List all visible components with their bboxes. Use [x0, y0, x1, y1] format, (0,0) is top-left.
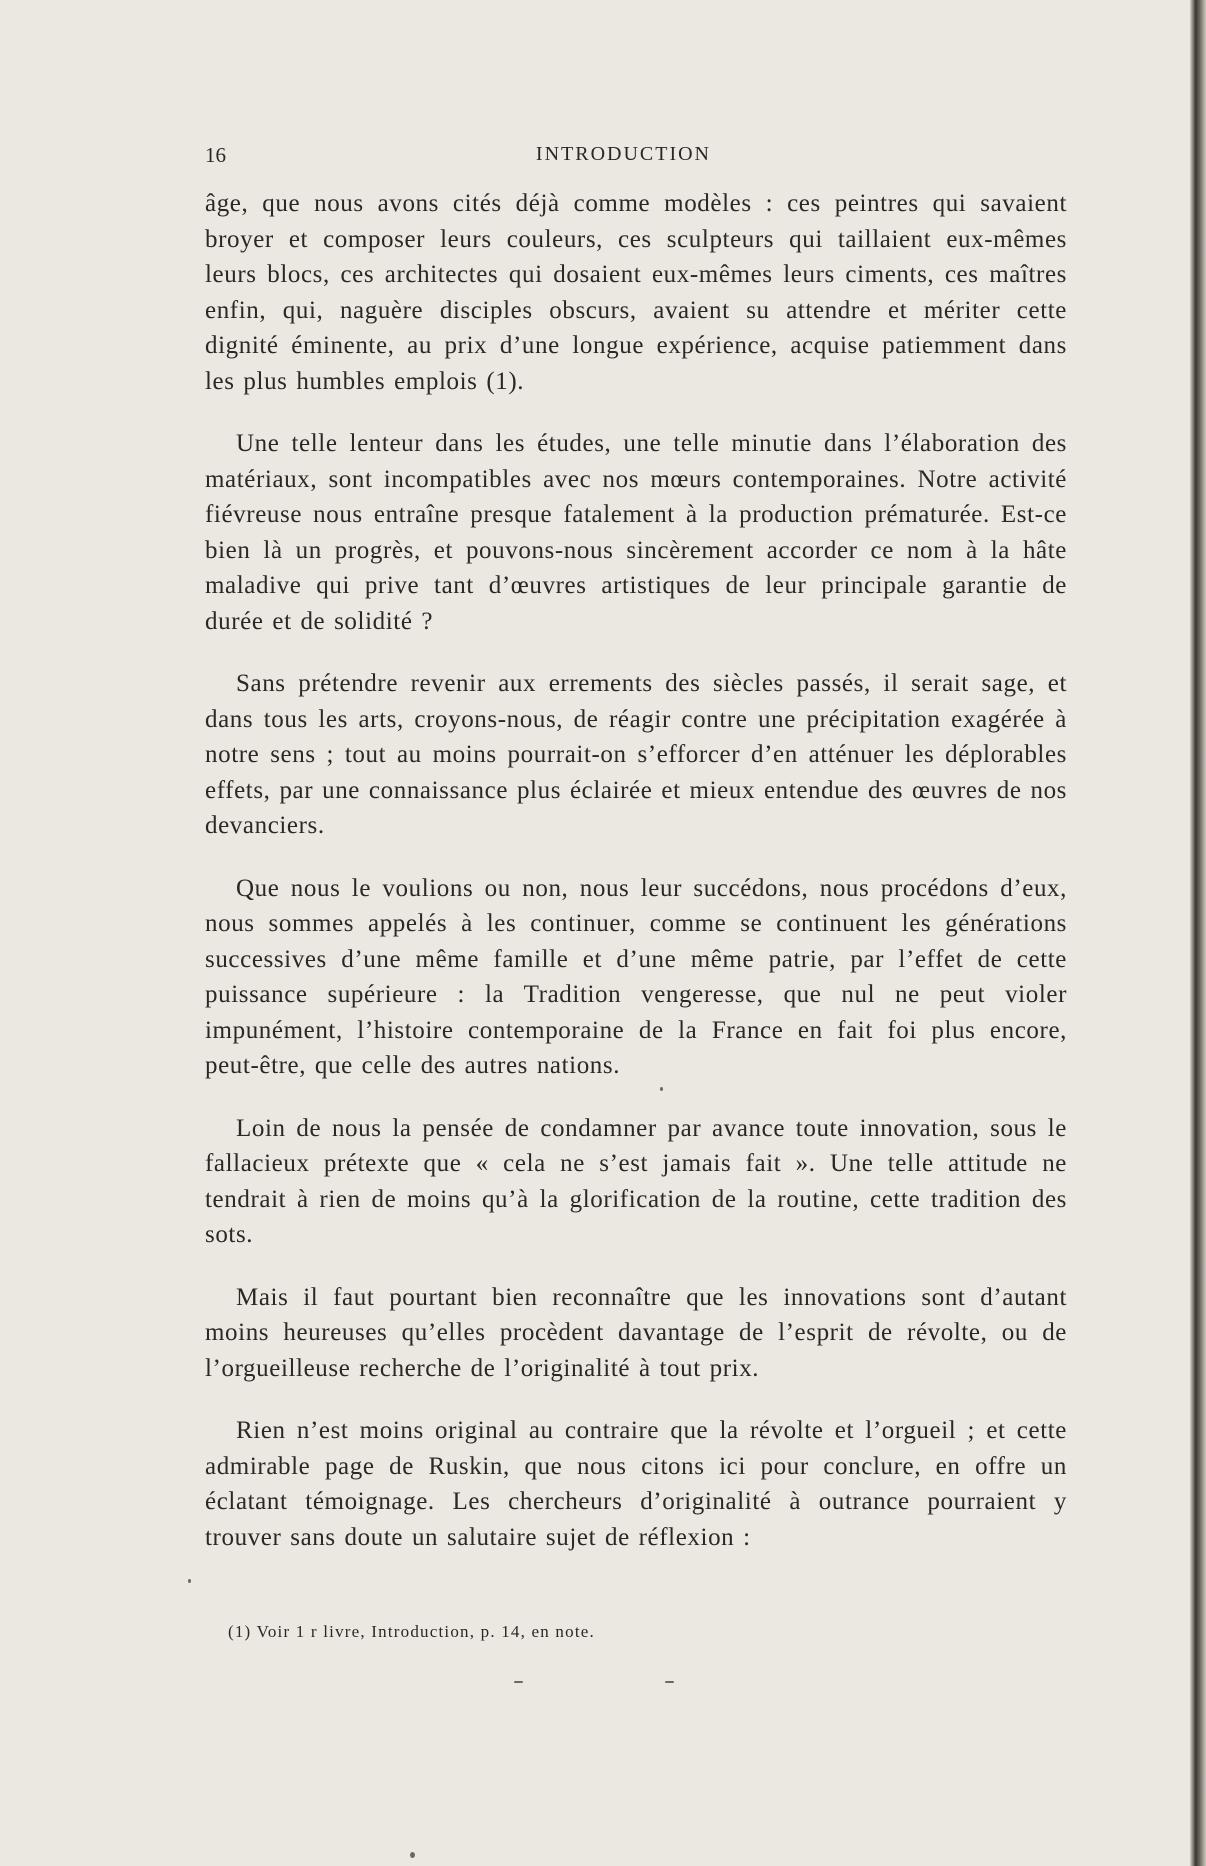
paper-speck	[188, 1579, 191, 1583]
paper-speck	[514, 1681, 523, 1683]
paper-speck	[660, 1087, 663, 1091]
paragraph-5: Loin de nous la pensée de condamner par avance toute innovation, sous le fallacieux prétexte que « cela ne s’est jamais fait ». Une telle attitude ne tendrait à rien de moins qu’à la glorification de la routine, cette tradition des sots.	[205, 1114, 1067, 1248]
page-number: 16	[205, 143, 226, 167]
page-header	[205, 143, 711, 173]
paragraph-2: Une telle lenteur dans les études, une telle minutie dans l’élaboration des matériaux, sont incompatibles avec nos mœurs contemporaines. Notre activité fiévreuse nous entraîne presque fatalement à la production prématurée. Est-ce bien là un progrès, et pouvons-nous sincèrement accorder ce nom à la hâte maladive qui prive tant d’œuvres artistiques de leur principale garantie de durée et de solidité ?	[205, 430, 1067, 635]
paragraph-3: Sans prétendre revenir aux errements des siècles passés, il serait sage, et dans tous les arts, croyons-nous, de réagir contre une précipitation exagérée à notre sens ; tout au moins pourrait-on s’efforcer d’en atténuer les déplorables effets, par une connaissance plus éclairée et mieux entendue des œuvres de nos devanciers.	[205, 670, 1067, 839]
binding-edge	[1190, 0, 1206, 1866]
running-head: INTRODUCTION	[535, 143, 711, 165]
paper-speck	[410, 1852, 415, 1858]
paper-speck	[665, 1681, 674, 1683]
body-text	[205, 186, 1067, 1555]
footnote: (1) Voir 1 r livre, Introduction, p. 14, en note.	[228, 1622, 595, 1641]
paragraph-4: Que nous le voulions ou non, nous leur succédons, nous procédons d’eux, nous sommes appelés à les continuer, comme se continuent les générations successives d’une même famille et d’une même patrie, par l’effet de cette puissance supérieure : la Tradition vengeresse, que nul ne peut violer impunément, l’histoire contemporaine de la France en fait foi plus encore, peut-être, que celle des autres nations.	[205, 874, 1067, 1079]
paragraph-6: Mais il faut pourtant bien reconnaître que les innovations sont d’autant moins heureuses qu’elles procèdent davantage de l’esprit de révolte, ou de l’orgueilleuse recherche de l’originalité à tout prix.	[205, 1283, 1067, 1382]
paragraph-7: Rien n’est moins original au contraire que la révolte et l’orgueil ; et cette admirable page de Ruskin, que nous citons ici pour conclure, en offre un éclatant témoignage. Les chercheurs d’originalité à outrance pourraient y trouver sans doute un salutaire sujet de réflexion :	[205, 1417, 1067, 1551]
paragraph-1: âge, que nous avons cités déjà comme modèles : ces peintres qui savaient broyer et composer leurs couleurs, ces sculpteurs qui taillaient eux-mêmes leurs blocs, ces architectes qui dosaient eux-mêmes leurs ciments, ces maîtres enfin, qui, naguère disciples obscurs, avaient su attendre et mériter cette dignité éminente, au prix d’une longue expérience, acquise patiemment dans les plus humbles emplois (1).	[205, 190, 1067, 395]
